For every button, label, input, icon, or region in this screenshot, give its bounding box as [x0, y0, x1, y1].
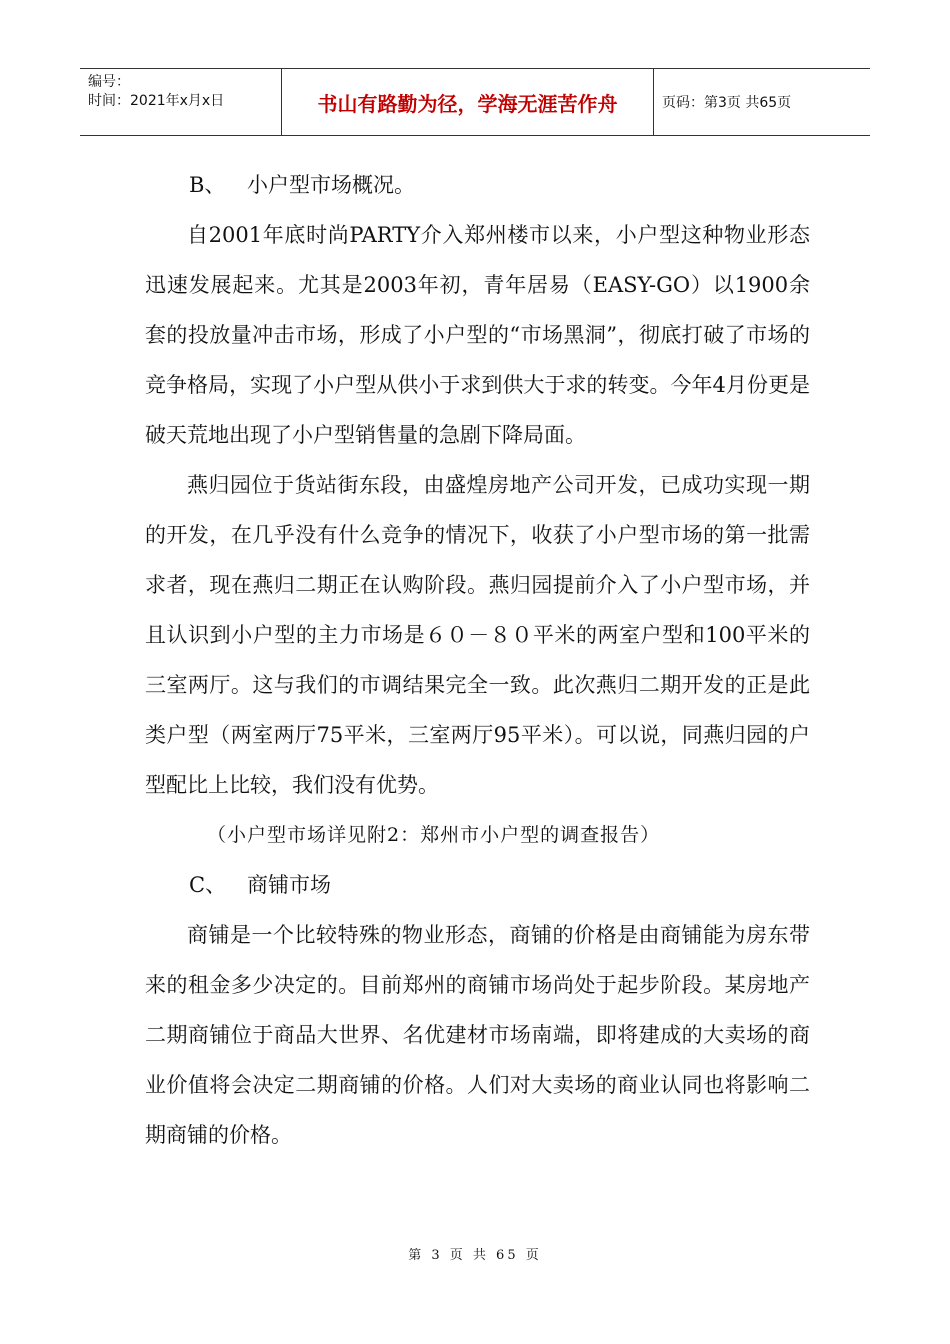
section-b-title: 小户型市场概况。 [247, 173, 415, 197]
section-c-title: 商铺市场 [247, 873, 331, 897]
document-body [145, 160, 810, 1160]
paragraph-small-units-overview: 自2001年底时尚PARTY介入郑州楼市以来，小户型这种物业形态迅速发展起来。尤其是2003年初，青年居易（EASY-GO）以1900余套的投放量冲击市场，形成了小户型的“市场黑洞”，彻底打破了市场的竞争格局，实现了小户型从供小于求到供大于求的转变。今年4月份更是破天荒地出现了小户型销售量的急剧下降局面。 [145, 223, 810, 447]
appendix-note: （小户型市场详见附2：郑州市小户型的调查报告） [207, 824, 661, 846]
header-table [80, 68, 870, 136]
section-b-heading [145, 160, 810, 210]
header-meta-cell [80, 69, 282, 135]
paragraph-yanguiyuan: 燕归园位于货站街东段，由盛煌房地产公司开发，已成功实现一期的开发，在几乎没有什么竞争的情况下，收获了小户型市场的第一批需求者，现在燕归二期正在认购阶段。燕归园提前介入了小户型市场，并且认识到小户型的主力市场是６０－８０平米的两室户型和100平米的三室两厅。这与我们的市调结果完全一致。此次燕归二期开发的正是此类户型（两室两厅75平米，三室两厅95平米）。可以说，同燕归园的户型配比上比较，我们没有优势。 [145, 473, 810, 797]
header-motto: 书山有路勤为径，学海无涯苦作舟 [282, 69, 654, 135]
page-footer: 第 3 页 共 65 页 [408, 1248, 542, 1263]
document-time-label: 时间：2021年x月x日 [88, 93, 225, 109]
section-b-label: B、 [189, 173, 226, 197]
section-c-heading [145, 860, 810, 910]
section-c-label: C、 [189, 873, 227, 897]
header-page-number: 页码：第3页 共65页 [662, 95, 792, 111]
document-number-label: 编号： [88, 74, 130, 90]
paragraph-shop-market: 商铺是一个比较特殊的物业形态，商铺的价格是由商铺能为房东带来的租金多少决定的。目前郑州的商铺市场尚处于起步阶段。某房地产二期商铺位于商品大世界、名优建材市场南端，即将建成的大卖场的商业价值将会决定二期商铺的价格。人们对大卖场的商业认同也将影响二期商铺的价格。 [145, 923, 810, 1147]
